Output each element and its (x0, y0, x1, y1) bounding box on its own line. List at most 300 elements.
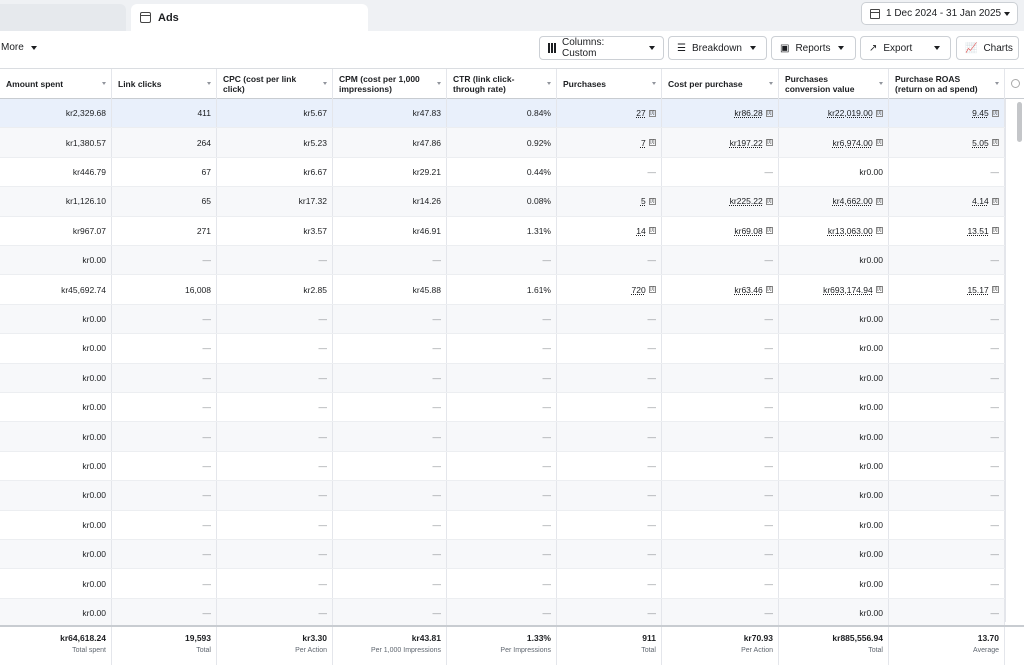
total-value: 1.33% (526, 633, 551, 643)
column-header[interactable] (217, 69, 333, 99)
table-cell (333, 99, 447, 127)
cell-value: kr45,692.74 (61, 284, 106, 295)
column-header[interactable] (779, 69, 889, 99)
table-row[interactable] (0, 305, 1005, 334)
export-options-button[interactable] (923, 36, 951, 60)
top-tab-bar (0, 0, 1024, 31)
info-badge-icon[interactable]: [i] (877, 109, 882, 116)
reports-button[interactable] (771, 36, 856, 60)
table-cell[interactable] (779, 99, 889, 127)
table-cell (217, 599, 333, 627)
cell-value: — (990, 372, 999, 383)
column-header-label: CPM (cost per 1,000 impressions) (339, 74, 420, 94)
cell-value: — (202, 490, 211, 501)
table-cell (0, 393, 112, 421)
cell-value[interactable]: kr13,063.00 (827, 225, 873, 236)
cell-value: kr29.21 (412, 166, 441, 177)
sort-icon[interactable] (769, 82, 773, 85)
table-cell (217, 511, 333, 539)
table-cell (889, 334, 1005, 362)
export-label: Export (883, 42, 913, 54)
cell-value[interactable]: kr693,174.94 (823, 284, 873, 295)
table-cell (447, 511, 557, 539)
table-cell (662, 246, 779, 274)
table-row[interactable] (0, 511, 1005, 540)
table-cell (662, 334, 779, 362)
table-row[interactable] (0, 481, 1005, 510)
column-header-label: Cost per purchase (668, 79, 743, 89)
table-cell (217, 364, 333, 392)
cell-value[interactable]: kr225.22 (729, 196, 763, 207)
cell-value: kr0.00 (82, 372, 106, 383)
cell-value: — (318, 578, 327, 589)
table-cell (889, 452, 1005, 480)
table-cell (447, 599, 557, 627)
table-cell (662, 364, 779, 392)
cell-value: kr0.00 (859, 255, 883, 266)
cell-value: kr47.86 (412, 137, 441, 148)
table-row[interactable] (0, 99, 1005, 128)
table-cell (447, 569, 557, 597)
cell-value[interactable]: kr22,019.00 (827, 108, 873, 119)
table-row[interactable] (0, 599, 1005, 628)
cell-value[interactable]: 13.51 (967, 225, 989, 236)
info-badge-icon[interactable]: [i] (650, 109, 655, 116)
cell-value: — (202, 460, 211, 471)
export-icon: ↗ (869, 42, 878, 54)
info-badge-icon[interactable]: [i] (650, 197, 655, 204)
cell-value: kr0.00 (859, 519, 883, 530)
info-badge-icon[interactable]: [i] (767, 197, 772, 204)
cell-value: — (764, 431, 773, 442)
table-cell (889, 393, 1005, 421)
table-cell (779, 158, 889, 186)
table-cell (662, 540, 779, 568)
cell-value: — (764, 578, 773, 589)
table-cell (557, 569, 662, 597)
cell-value: — (432, 372, 441, 383)
cell-value: kr2.85 (303, 284, 327, 295)
table-cell (557, 305, 662, 333)
calendar-icon (870, 9, 880, 19)
table-cell (557, 364, 662, 392)
column-header-label: CTR (link click-through rate) (453, 74, 515, 94)
table-row[interactable] (0, 187, 1005, 216)
table-row[interactable] (0, 393, 1005, 422)
total-cell (557, 627, 662, 665)
chart-icon: 📈 (965, 42, 978, 54)
cell-value: kr0.00 (859, 490, 883, 501)
cell-value: 16,008 (185, 284, 211, 295)
table-cell (779, 422, 889, 450)
info-badge-icon[interactable]: [i] (993, 109, 998, 116)
table-row[interactable] (0, 540, 1005, 569)
cell-value[interactable]: kr86.28 (734, 108, 763, 119)
table-cell (779, 393, 889, 421)
cell-value: — (432, 431, 441, 442)
cell-value[interactable]: 720 (631, 284, 646, 295)
table-row[interactable] (0, 569, 1005, 598)
total-value: 13.70 (977, 633, 999, 643)
cell-value: — (542, 255, 551, 266)
table-cell (779, 305, 889, 333)
table-cell[interactable] (889, 128, 1005, 156)
table-row[interactable] (0, 246, 1005, 275)
cell-value: kr0.00 (82, 402, 106, 413)
table-cell[interactable] (557, 275, 662, 303)
cell-value: kr0.00 (859, 607, 883, 618)
cell-value[interactable]: 15.17 (967, 284, 989, 295)
cell-value: — (647, 313, 656, 324)
table-cell (217, 540, 333, 568)
cell-value: — (318, 607, 327, 618)
export-button[interactable] (860, 36, 924, 60)
more-button[interactable] (1, 42, 37, 53)
total-value: kr885,556.94 (832, 633, 883, 643)
cell-value[interactable]: 14 (636, 225, 646, 236)
column-header-label: Link clicks (118, 79, 162, 89)
info-badge-icon[interactable]: [i] (993, 139, 998, 146)
cell-value: kr45.88 (412, 284, 441, 295)
table-row[interactable] (0, 275, 1005, 304)
total-value: kr43.81 (411, 633, 441, 643)
table-cell (112, 540, 217, 568)
column-header-label: Purchases conversion value (785, 74, 855, 94)
table-cell (217, 569, 333, 597)
sort-icon[interactable] (102, 82, 106, 85)
total-label: Total (641, 647, 656, 654)
cell-value: — (647, 431, 656, 442)
cell-value: kr0.00 (859, 431, 883, 442)
table-cell (112, 217, 217, 245)
cell-value: — (764, 255, 773, 266)
column-header[interactable] (112, 69, 217, 99)
total-cell (0, 627, 112, 665)
cell-value: kr967.07 (72, 225, 106, 236)
columns-icon (548, 43, 556, 53)
table-cell (112, 128, 217, 156)
column-header[interactable] (889, 69, 1005, 99)
cell-value: — (432, 607, 441, 618)
table-cell (779, 334, 889, 362)
cell-value[interactable]: 7 (640, 137, 646, 148)
table-cell (779, 569, 889, 597)
table-cell (0, 275, 112, 303)
cell-value: — (318, 549, 327, 560)
table-row[interactable] (0, 422, 1005, 451)
table-cell[interactable] (662, 99, 779, 127)
table-cell[interactable] (662, 128, 779, 156)
table-cell (333, 422, 447, 450)
tab-ads[interactable] (131, 4, 368, 31)
table-cell (557, 158, 662, 186)
table-cell (112, 275, 217, 303)
table-cell[interactable] (889, 187, 1005, 215)
info-badge-icon[interactable]: [i] (767, 227, 772, 234)
cell-value: — (318, 313, 327, 324)
table-cell[interactable] (889, 275, 1005, 303)
table-cell (333, 246, 447, 274)
cell-value: — (202, 519, 211, 530)
cell-value: — (764, 166, 773, 177)
table-cell (0, 599, 112, 627)
table-cell (0, 246, 112, 274)
cell-value[interactable]: kr4,662.00 (832, 196, 873, 207)
column-header[interactable] (333, 69, 447, 99)
cell-value[interactable]: 5 (640, 196, 646, 207)
cell-value: — (990, 607, 999, 618)
table-cell (217, 217, 333, 245)
table-row[interactable] (0, 217, 1005, 246)
cell-value: — (202, 255, 211, 266)
table-cell[interactable] (557, 187, 662, 215)
table-cell (889, 569, 1005, 597)
info-badge-icon[interactable]: [i] (767, 139, 772, 146)
cell-value: kr17.32 (298, 196, 327, 207)
table-cell (333, 393, 447, 421)
table-cell (333, 364, 447, 392)
columns-label: Columns: Custom (562, 37, 605, 59)
total-label: Total (868, 647, 883, 654)
cell-value: kr3.57 (303, 225, 327, 236)
chevron-down-icon (31, 46, 37, 50)
cell-value: — (647, 166, 656, 177)
table-cell (662, 481, 779, 509)
table-cell (447, 99, 557, 127)
info-badge-icon[interactable]: [i] (877, 139, 882, 146)
table-cell (662, 422, 779, 450)
table-cell (447, 246, 557, 274)
table-cell (0, 334, 112, 362)
table-cell[interactable] (662, 217, 779, 245)
info-badge-icon[interactable]: [i] (650, 139, 655, 146)
table-row[interactable] (0, 128, 1005, 157)
cell-value: kr0.00 (82, 519, 106, 530)
table-cell[interactable] (557, 99, 662, 127)
table-row[interactable] (0, 364, 1005, 393)
table-cell (889, 481, 1005, 509)
cell-value: — (432, 519, 441, 530)
cell-value: — (764, 343, 773, 354)
table-cell (0, 569, 112, 597)
table-cell[interactable] (779, 275, 889, 303)
table-cell (779, 511, 889, 539)
table-cell (217, 246, 333, 274)
cell-value: — (432, 343, 441, 354)
info-badge-icon[interactable]: [i] (993, 227, 998, 234)
table-cell (217, 305, 333, 333)
table-cell (333, 217, 447, 245)
cell-value: — (432, 549, 441, 560)
sort-icon[interactable] (437, 82, 441, 85)
sort-icon[interactable] (879, 82, 883, 85)
table-cell[interactable] (779, 217, 889, 245)
info-badge-icon[interactable]: [i] (767, 286, 772, 293)
cell-value[interactable]: 9.45 (972, 108, 989, 119)
cell-value: — (202, 343, 211, 354)
scrollbar-thumb[interactable] (1017, 102, 1022, 142)
table-cell (217, 187, 333, 215)
cell-value: — (990, 549, 999, 560)
table-cell (112, 187, 217, 215)
cell-value: — (432, 255, 441, 266)
cell-value: — (542, 313, 551, 324)
table-cell (447, 422, 557, 450)
table-cell (662, 393, 779, 421)
cell-value[interactable]: kr6,974.00 (832, 137, 873, 148)
sort-icon[interactable] (547, 82, 551, 85)
cell-value: 67 (201, 166, 211, 177)
table-cell (447, 364, 557, 392)
table-cell (662, 599, 779, 627)
table-cell[interactable] (557, 217, 662, 245)
info-badge-icon[interactable]: [i] (993, 286, 998, 293)
cell-value: kr0.00 (859, 372, 883, 383)
table-cell (0, 158, 112, 186)
sort-icon[interactable] (323, 82, 327, 85)
table-cell[interactable] (779, 187, 889, 215)
table-cell (557, 393, 662, 421)
table-row[interactable] (0, 158, 1005, 187)
total-label: Per Action (295, 647, 327, 654)
table-cell (0, 305, 112, 333)
cell-value: — (990, 460, 999, 471)
charts-button[interactable] (956, 36, 1019, 60)
cell-value: — (202, 372, 211, 383)
columns-button[interactable] (539, 36, 664, 60)
cell-value: — (318, 460, 327, 471)
table-cell (889, 540, 1005, 568)
table-row[interactable] (0, 452, 1005, 481)
table-cell (447, 128, 557, 156)
sort-icon[interactable] (652, 82, 656, 85)
chevron-down-icon (838, 46, 844, 50)
date-range-picker[interactable] (861, 2, 1018, 25)
cell-value: 0.44% (526, 166, 551, 177)
cell-value: — (202, 607, 211, 618)
column-header[interactable] (0, 69, 112, 99)
sort-icon[interactable] (207, 82, 211, 85)
table-cell (217, 334, 333, 362)
table-cell (112, 422, 217, 450)
cell-value: kr0.00 (82, 255, 106, 266)
cell-value: — (990, 578, 999, 589)
table-cell (112, 364, 217, 392)
table-cell (333, 158, 447, 186)
table-cell (557, 599, 662, 627)
column-settings-icon[interactable] (1011, 79, 1020, 88)
scrollbar-track[interactable] (1005, 99, 1024, 622)
cell-value: — (318, 343, 327, 354)
table-cell (333, 599, 447, 627)
cell-value: — (990, 166, 999, 177)
cell-value: — (432, 402, 441, 413)
table-cell (217, 99, 333, 127)
total-label: Per Action (741, 647, 773, 654)
chevron-down-icon (750, 46, 756, 50)
table-cell (0, 217, 112, 245)
cell-value: kr0.00 (859, 460, 883, 471)
cell-value: — (647, 402, 656, 413)
table-cell (333, 128, 447, 156)
cell-value: — (318, 402, 327, 413)
table-cell (0, 187, 112, 215)
column-header-label: Amount spent (6, 79, 64, 89)
table-cell (779, 452, 889, 480)
column-header-label: CPC (cost per link click) (223, 74, 297, 94)
cell-value: kr0.00 (82, 431, 106, 442)
ad-icon (140, 12, 151, 23)
cell-value: — (990, 431, 999, 442)
info-badge-icon[interactable]: [i] (877, 197, 882, 204)
total-value: kr70.93 (743, 633, 773, 643)
table-row[interactable] (0, 334, 1005, 363)
cell-value[interactable]: 4.14 (972, 196, 989, 207)
sort-icon[interactable] (995, 82, 999, 85)
table-cell[interactable] (779, 128, 889, 156)
table-cell[interactable] (889, 99, 1005, 127)
tab-ads-label: Ads (158, 11, 179, 24)
total-label: Total spent (72, 647, 106, 654)
cell-value[interactable]: 27 (636, 108, 646, 119)
cell-value: kr0.00 (82, 578, 106, 589)
table-cell (662, 452, 779, 480)
column-header[interactable] (557, 69, 662, 99)
table-cell (0, 481, 112, 509)
cell-value: kr46.91 (412, 225, 441, 236)
table-cell[interactable] (557, 128, 662, 156)
table-cell[interactable] (662, 275, 779, 303)
cell-value: 1.31% (526, 225, 551, 236)
cell-value[interactable]: kr63.46 (734, 284, 763, 295)
info-badge-icon[interactable]: [i] (993, 197, 998, 204)
table-cell (557, 540, 662, 568)
tab-previous[interactable] (0, 4, 126, 31)
table-cell (889, 599, 1005, 627)
cell-value: — (542, 431, 551, 442)
cell-value: — (432, 490, 441, 501)
total-label: Total (196, 647, 211, 654)
column-header[interactable] (662, 69, 779, 99)
cell-value: — (990, 343, 999, 354)
table-cell (333, 481, 447, 509)
cell-value: — (647, 519, 656, 530)
cell-value: — (542, 578, 551, 589)
total-cell (333, 627, 447, 665)
cell-value: — (318, 519, 327, 530)
cell-value: — (764, 402, 773, 413)
info-badge-icon[interactable]: [i] (877, 227, 882, 234)
info-badge-icon[interactable]: [i] (650, 286, 655, 293)
cell-value: — (990, 255, 999, 266)
table-cell (112, 246, 217, 274)
cell-value[interactable]: kr197.22 (729, 137, 763, 148)
table-cell (557, 246, 662, 274)
breakdown-button[interactable] (668, 36, 767, 60)
cell-value[interactable]: 5.05 (972, 137, 989, 148)
table-cell[interactable] (662, 187, 779, 215)
info-badge-icon[interactable]: [i] (650, 227, 655, 234)
table-cell (217, 275, 333, 303)
table-cell[interactable] (889, 217, 1005, 245)
cell-value: — (432, 460, 441, 471)
table-cell (0, 452, 112, 480)
cell-value: kr14.26 (412, 196, 441, 207)
column-header[interactable] (447, 69, 557, 99)
cell-value[interactable]: kr69.08 (734, 225, 763, 236)
info-badge-icon[interactable]: [i] (767, 109, 772, 116)
info-badge-icon[interactable]: [i] (877, 286, 882, 293)
